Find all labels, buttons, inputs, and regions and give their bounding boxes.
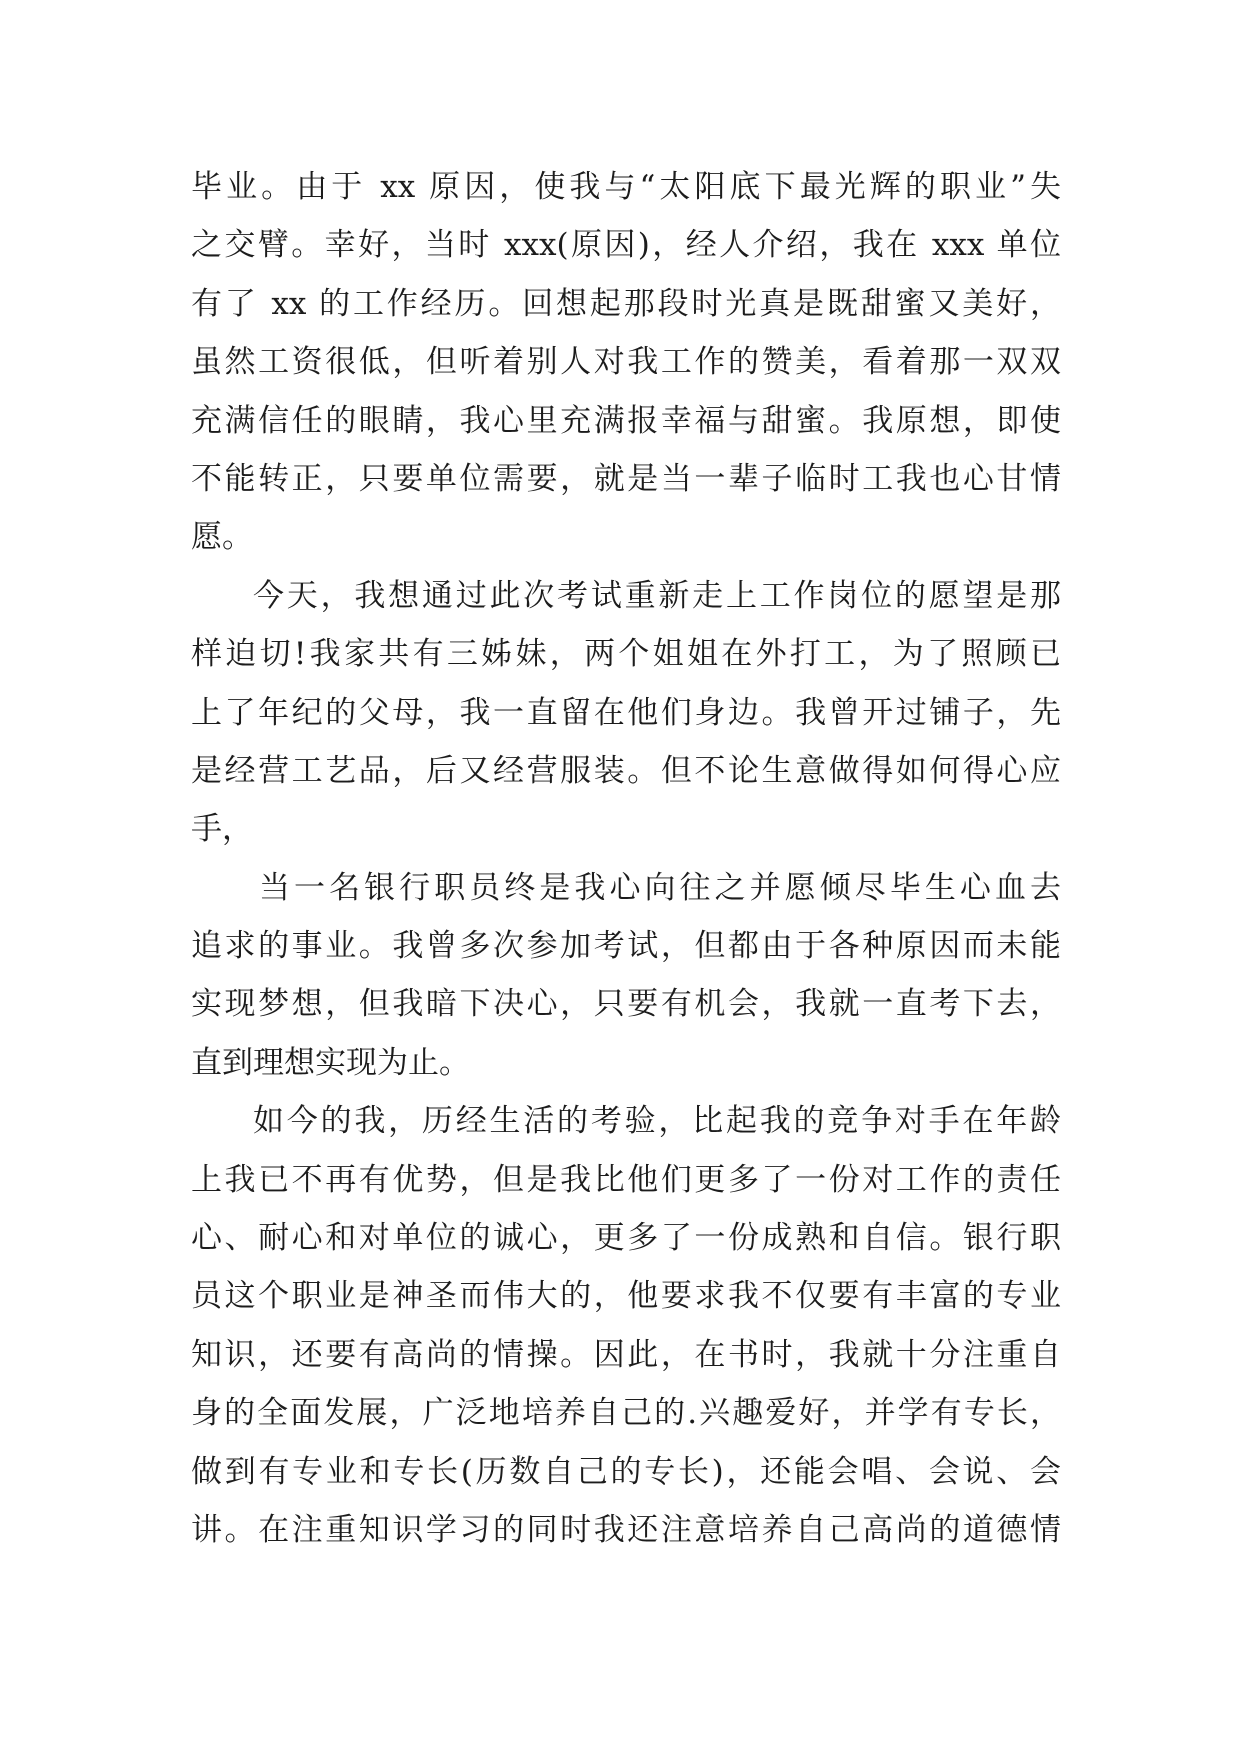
- paragraph-line: 不能转正，只要单位需要，就是当一辈子临时工我也心甘情: [191, 460, 1061, 497]
- paragraph-line: 员这个职业是神圣而伟大的，他要求我不仅要有丰富的专业: [191, 1278, 1061, 1315]
- paragraph-line: 手，: [191, 811, 253, 848]
- paragraph-line: 追求的事业。我曾多次参加考试，但都由于各种原因而未能: [191, 928, 1061, 965]
- paragraph-line: 上了年纪的父母，我一直留在他们身边。我曾开过铺子，先: [191, 694, 1061, 731]
- paragraph-line: 身的全面发展，广泛地培养自己的.兴趣爱好，并学有专长，: [191, 1395, 1061, 1432]
- paragraph-line: 讲。在注重知识学习的同时我还注意培养自己高尚的道德情: [191, 1511, 1061, 1548]
- document-body: [191, 158, 1061, 1559]
- paragraph-line: 充满信任的眼睛，我心里充满报幸福与甜蜜。我原想，即使: [191, 402, 1061, 439]
- paragraph-4: [191, 1092, 1061, 1559]
- paragraph-2: [191, 567, 1061, 859]
- paragraph-line: 实现梦想，但我暗下决心，只要有机会，我就一直考下去，: [191, 986, 1061, 1023]
- paragraph-line: 心、耐心和对单位的诚心，更多了一份成熟和自信。银行职: [191, 1220, 1061, 1257]
- paragraph-line: 知识，还要有高尚的情操。因此，在书时，我就十分注重自: [191, 1336, 1061, 1373]
- paragraph-3: [191, 859, 1061, 1093]
- paragraph-line: 当一名银行职员终是我心向往之并愿倾尽毕生心血去: [259, 869, 1061, 906]
- paragraph-line: 做到有专业和专长(历数自己的专长)，还能会唱、会说、会: [191, 1453, 1061, 1490]
- paragraph-line: 直到理想实现为止。: [191, 1044, 470, 1081]
- paragraph-line: 虽然工资很低，但听着别人对我工作的赞美，看着那一双双: [191, 344, 1061, 381]
- paragraph-line: 今天，我想通过此次考试重新走上工作岗位的愿望是那: [253, 577, 1061, 614]
- paragraph-line: 有了 xx 的工作经历。回想起那段时光真是既甜蜜又美好，: [191, 285, 1061, 322]
- paragraph-1: [191, 158, 1061, 567]
- paragraph-line: 样迫切!我家共有三姊妹，两个姐姐在外打工，为了照顾已: [191, 636, 1061, 673]
- paragraph-line: 愿。: [191, 519, 253, 556]
- paragraph-line: 毕业。由于 xx 原因，使我与“太阳底下最光辉的职业”失: [191, 169, 1061, 205]
- paragraph-line: 如今的我，历经生活的考验，比起我的竞争对手在年龄: [253, 1103, 1061, 1140]
- paragraph-line: 之交臂。幸好，当时 xxx(原因)，经人介绍，我在 xxx 单位: [191, 227, 1061, 264]
- paragraph-line: 是经营工艺品，后又经营服装。但不论生意做得如何得心应: [191, 752, 1061, 789]
- paragraph-line: 上我已不再有优势，但是我比他们更多了一份对工作的责任: [191, 1161, 1061, 1198]
